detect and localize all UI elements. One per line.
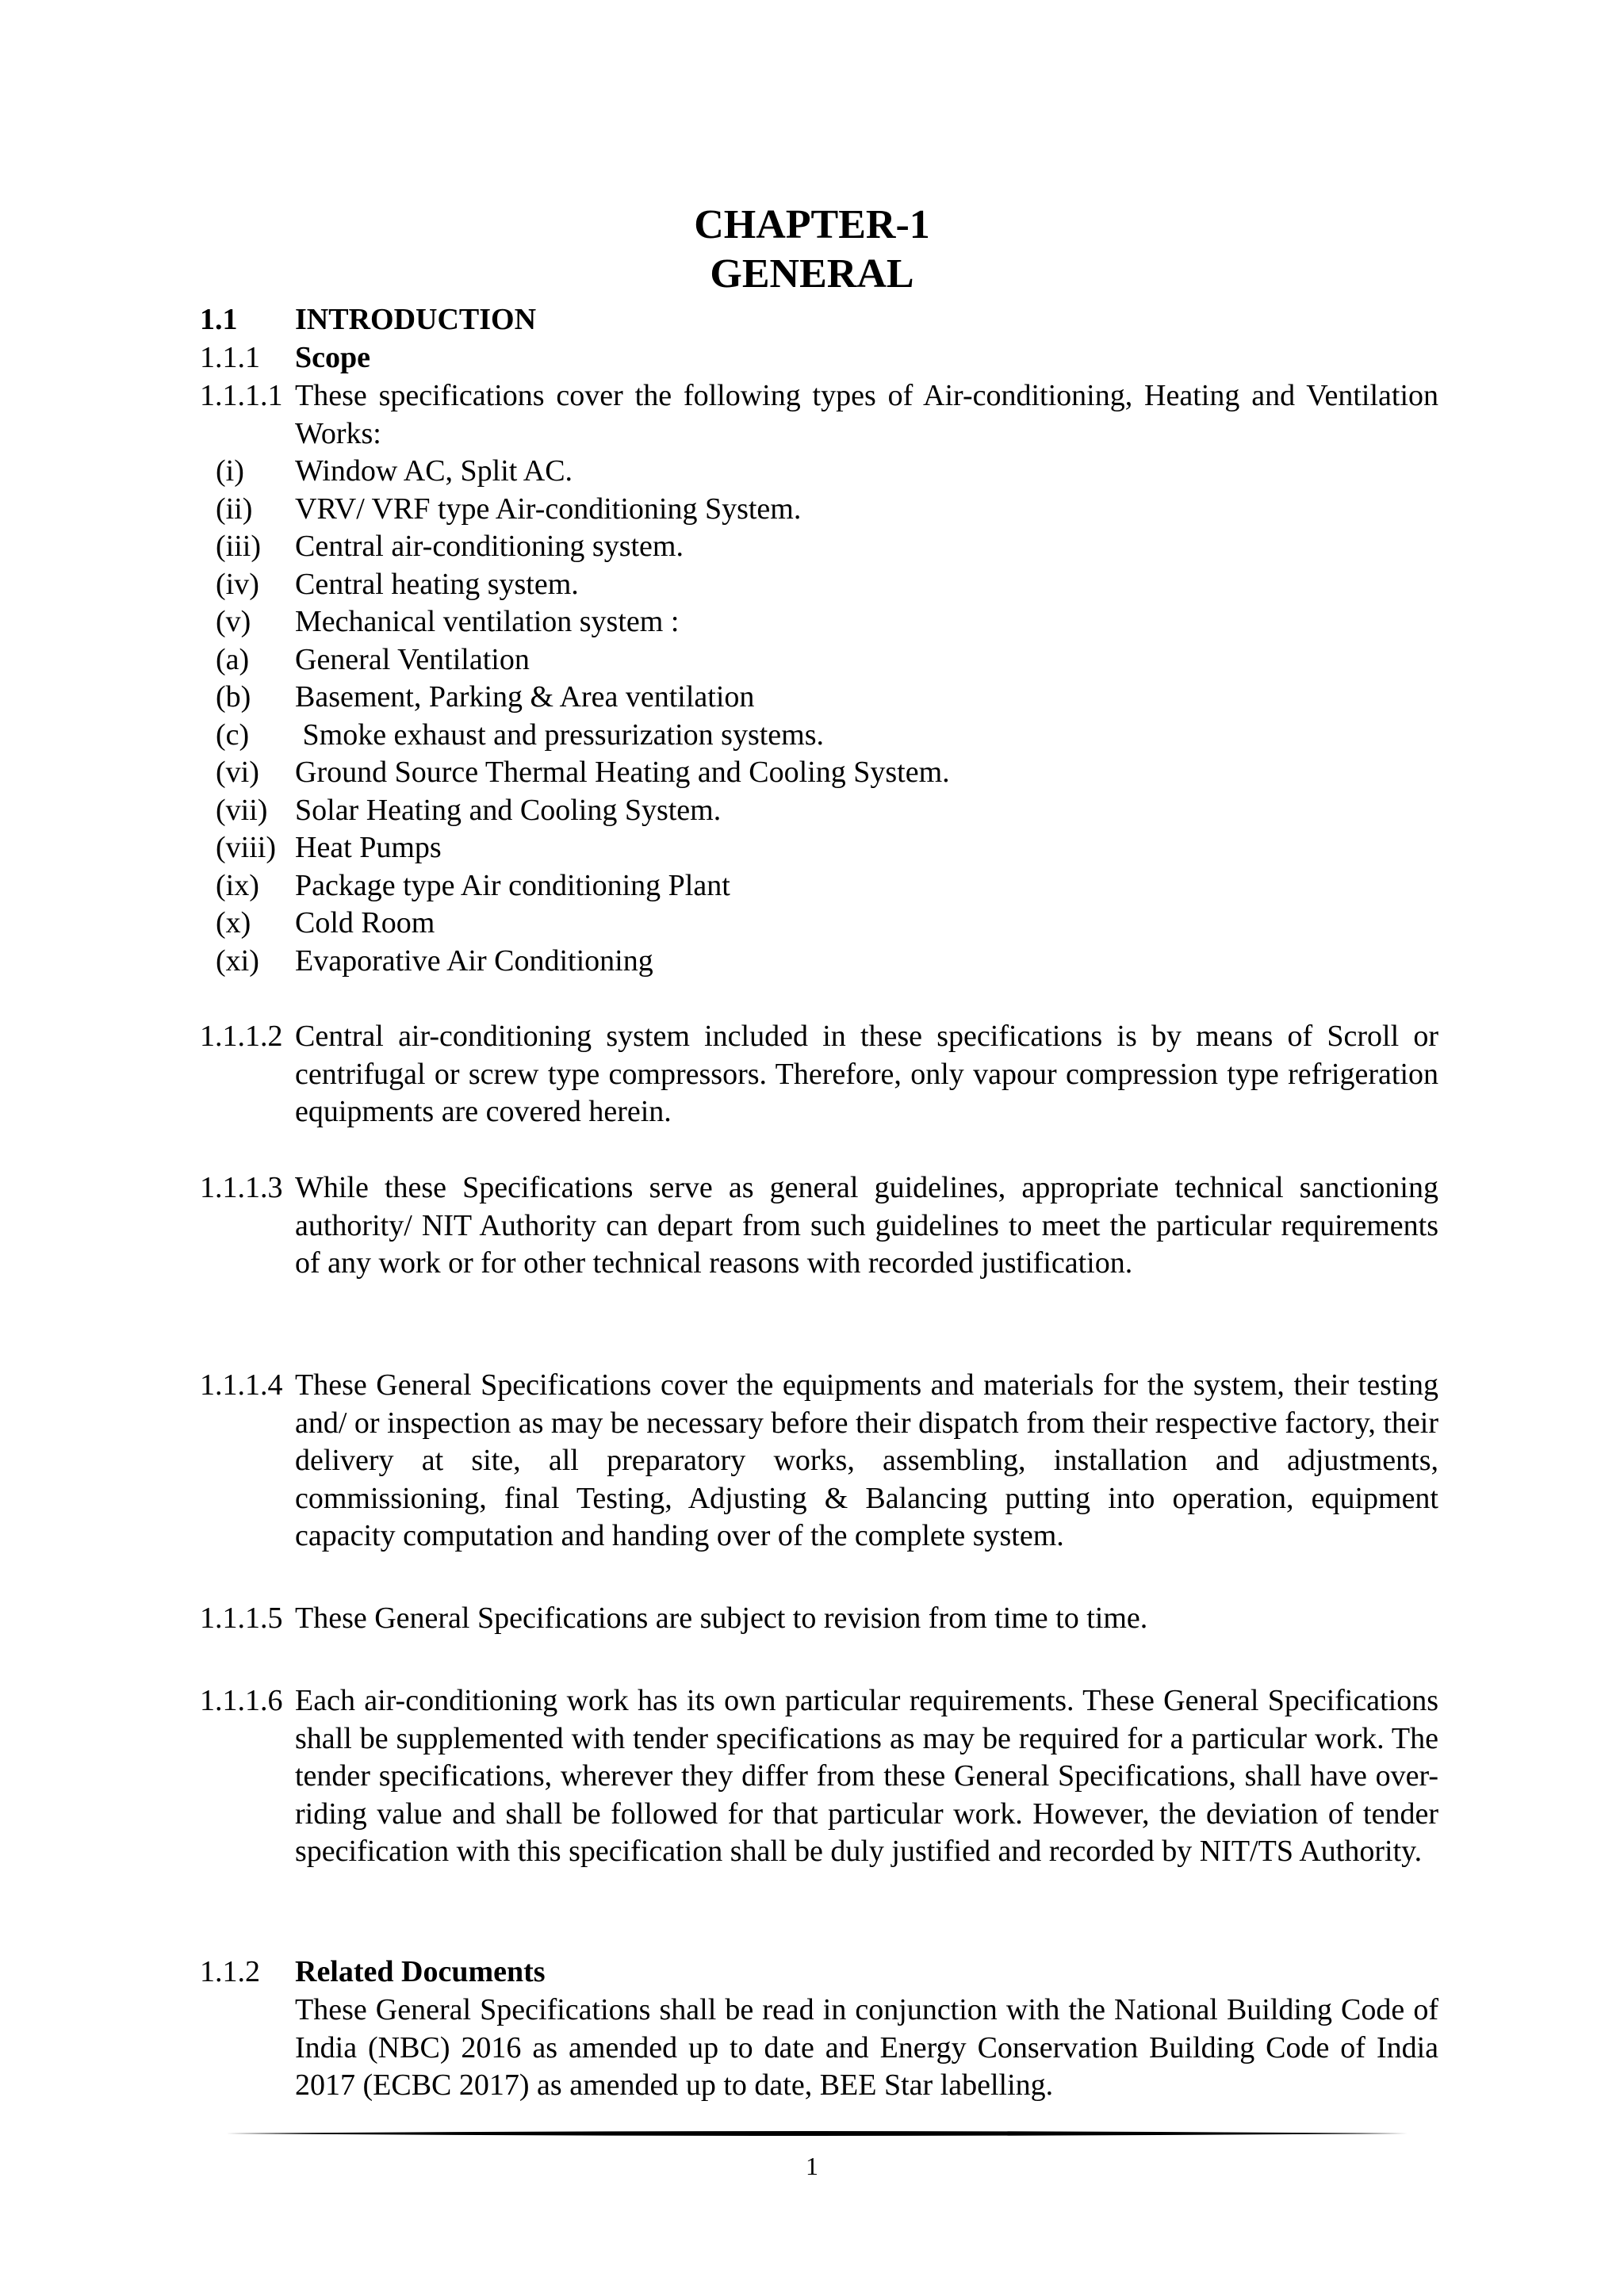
list-item-label: (vi) — [216, 756, 259, 789]
para-5-text: These General Specifications are subject to revision from time to time. — [295, 1601, 1148, 1635]
list-item-text: Heat Pumps — [295, 831, 442, 864]
list-item-label: (a) — [216, 643, 250, 676]
list-item-text: Basement, Parking & Area ventilation — [295, 680, 755, 714]
list-item-text: Central heating system. — [295, 568, 579, 601]
list-item-label: (i) — [216, 454, 244, 488]
related-title: Related Documents — [295, 1955, 546, 1988]
list-item-text: Mechanical ventilation system : — [295, 605, 680, 638]
list-item-label: (ix) — [216, 869, 259, 902]
list-item-text: Cold Room — [295, 906, 435, 939]
para-3-number: 1.1.1.3 — [200, 1171, 283, 1204]
para-6-text: Each air-conditioning work has its own particular requirements. These General Specifications shall be supplemented with tender specifications as may be required for a particular work. The tender specifications, wherever they differ from these General Specifications, shall have over- riding value and shall be followed for that particular work. However, the deviation of tender specification with this specification shall be duly justified and recorded by NIT/TS Authority. — [295, 1684, 1438, 1868]
section-number: 1.1 — [200, 303, 238, 336]
para-1-number: 1.1.1.1 — [200, 379, 283, 412]
list-item-text: Central air-conditioning system. — [295, 530, 684, 563]
list-item-label: (vii) — [216, 794, 268, 827]
list-item-label: (v) — [216, 605, 251, 638]
page-number: 1 — [806, 2152, 818, 2180]
section-title: INTRODUCTION — [295, 303, 537, 336]
related-number: 1.1.2 — [200, 1955, 260, 1988]
list-item-label: (b) — [216, 680, 251, 714]
list-item-label: (iv) — [216, 568, 259, 601]
para-5-number: 1.1.1.5 — [200, 1601, 283, 1635]
list-item-text: Window AC, Split AC. — [295, 454, 573, 488]
chapter-title: GENERAL — [710, 251, 914, 297]
chapter-number: CHAPTER-1 — [694, 202, 930, 247]
list-item-label: (iii) — [216, 530, 261, 563]
scope-number: 1.1.1 — [200, 341, 260, 374]
list-item-text: Package type Air conditioning Plant — [295, 869, 730, 902]
list-item-text: Ground Source Thermal Heating and Cooling System. — [295, 756, 950, 789]
list-item-text: VRV/ VRF type Air-conditioning System. — [295, 492, 802, 526]
para-6-number: 1.1.1.6 — [200, 1684, 283, 1717]
list-item-text: Evaporative Air Conditioning — [295, 944, 653, 978]
para-1-text: These specifications cover the following types of Air-conditioning, Heating and Ventilation Works: — [295, 379, 1438, 450]
list-item-label: (c) — [216, 718, 250, 752]
related-text: These General Specifications shall be read in conjunction with the National Building Code of India (NBC) 2016 as amended up to date and Energy Conservation Building Code of India 2017 (ECBC 2017) as amended up to date, BEE Star labelling. — [295, 1993, 1438, 2102]
para-3-text: While these Specifications serve as general guidelines, appropriate technical sanctioning authority/ NIT Authority can depart from such guidelines to meet the particular requirements of any work or for other technical reasons with recorded justification. — [295, 1171, 1438, 1280]
footer-rule — [226, 2130, 1408, 2137]
list-item-label: (viii) — [216, 831, 276, 864]
list-item-label: (x) — [216, 906, 251, 939]
list-item-text: Smoke exhaust and pressurization systems. — [295, 718, 825, 752]
list-item-text: General Ventilation — [295, 643, 530, 676]
list-item-label: (xi) — [216, 944, 259, 978]
scope-title: Scope — [295, 341, 370, 374]
list-item-text: Solar Heating and Cooling System. — [295, 794, 722, 827]
para-4-number: 1.1.1.4 — [200, 1368, 283, 1402]
para-2-number: 1.1.1.2 — [200, 1020, 283, 1053]
para-2-text: Central air-conditioning system included in these specifications is by means of Scroll or centrifugal or screw type compressors. Therefore, only vapour compression type refrigeration equipments are covered herein. — [295, 1020, 1438, 1128]
list-item-label: (ii) — [216, 492, 253, 526]
para-4-text: These General Specifications cover the equipments and materials for the system, their testing and/ or inspection as may be necessary before their dispatch from their respective factory, their delivery at site, all preparatory works, assembling, installation and adjustments, commissioning, final Testing, Adjusting & Balancing putting into operation, equipment capacity computation and handing over of the complete system. — [295, 1368, 1439, 1552]
